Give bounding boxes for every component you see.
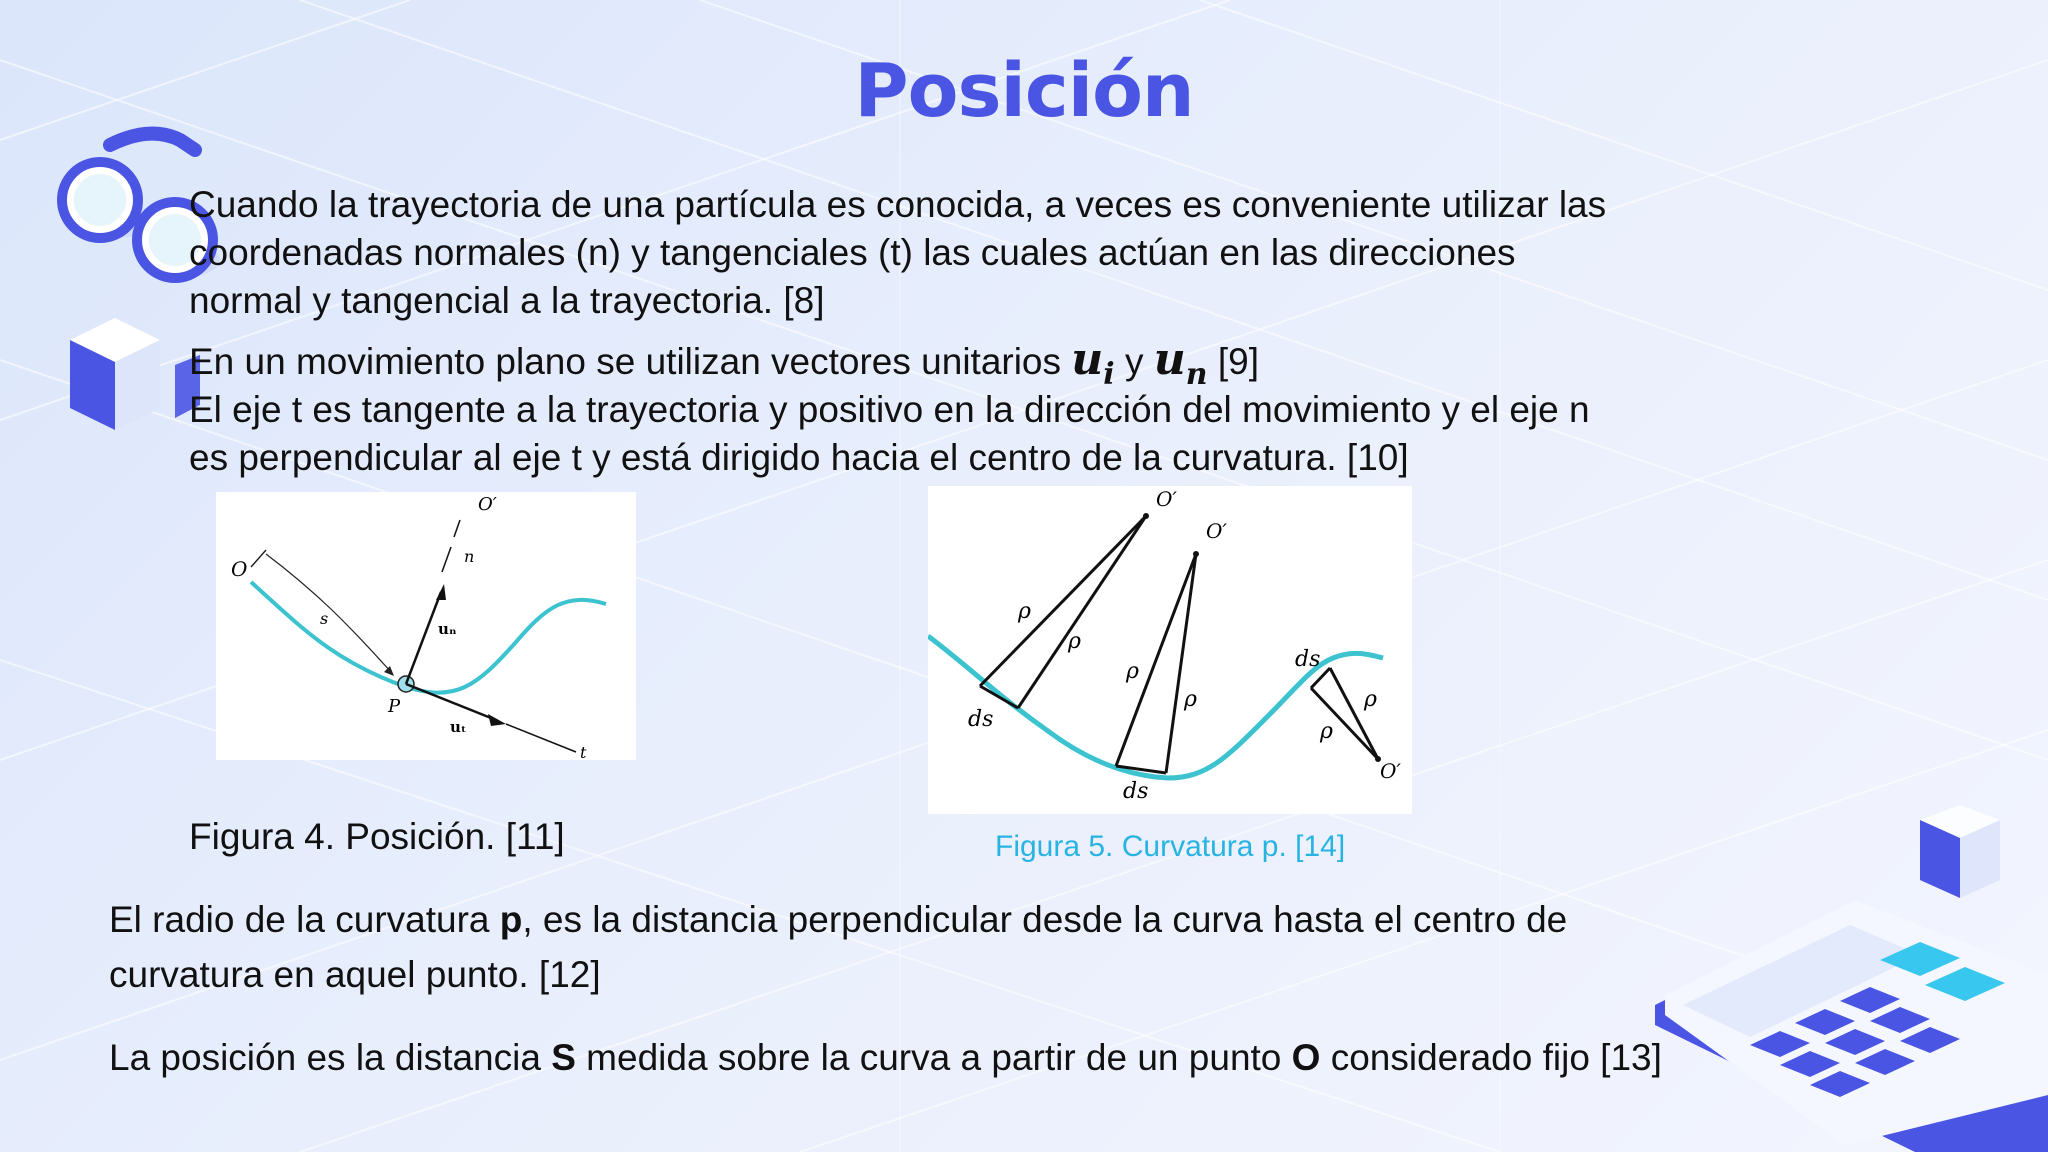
label-ds: ds — [968, 707, 994, 732]
label-O-prime-3: O′ — [1380, 759, 1401, 783]
figure-4-image — [216, 492, 636, 760]
cube-icon — [60, 310, 210, 440]
axes-paragraph: El eje t es tangente a la trayectoria y positivo en la dirección del movimiento y el eje n es perpendicular al eje t y está dirigido hacia el centro de la curvatura. [10] — [189, 389, 1590, 478]
label-rho: ρ — [1126, 659, 1139, 684]
radius-paragraph: El radio de la curvatura p, es la distancia perpendicular desde la curva hasta el centro de curvatura en aquel punto. [12] — [109, 899, 1568, 995]
o-symbol: O — [1291, 1037, 1321, 1078]
cube-icon — [1910, 800, 2020, 910]
calculator-icon — [1655, 895, 2048, 1152]
label-rho: ρ — [1184, 687, 1197, 712]
u-i-symbol: $u_i$ — [1071, 334, 1115, 392]
label-O-prime-1: O′ — [1156, 487, 1177, 511]
label-O-prime-2: O′ — [1206, 519, 1227, 543]
label-O-prime: O′ — [478, 494, 497, 515]
slide-title: Posición — [854, 48, 1194, 134]
label-s: s — [320, 609, 329, 628]
label-rho: ρ — [1364, 687, 1377, 712]
s-symbol: S — [551, 1037, 576, 1078]
label-ds: ds — [1123, 779, 1149, 804]
label-un: uₙ — [438, 620, 457, 638]
label-n: n — [464, 547, 475, 566]
label-rho: ρ — [1018, 599, 1031, 624]
intro-paragraph: Cuando la trayectoria de una partícula es conocida, a veces es conveniente utilizar las coordenadas normales (n) y tangenciales (t) las cuales actúan en las direcciones normal y tangencial a la trayectoria. [8] — [189, 184, 1607, 321]
label-ut: uₜ — [450, 718, 467, 736]
figure-4-caption: Figura 4. Posición. [11] — [189, 816, 565, 857]
unit-vectors-text: En un movimiento plano se utilizan vectores unitarios — [189, 341, 1072, 382]
position-paragraph: La posición es la distancia S medida sobre la curva a partir de un punto O considerado fijo [13] — [109, 1037, 1662, 1078]
label-t: t — [580, 743, 587, 760]
label-ds: ds — [1295, 647, 1321, 672]
label-rho: ρ — [1320, 719, 1333, 744]
unit-vectors-ref: [9] — [1207, 341, 1259, 382]
u-n-symbol: $u_n$ — [1153, 334, 1208, 392]
label-P: P — [388, 696, 401, 717]
figure-5-caption: Figura 5. Curvatura p. [14] — [995, 830, 1346, 863]
label-rho: ρ — [1068, 629, 1081, 654]
conjunction-y: y — [1114, 341, 1154, 382]
rho-symbol: p — [499, 899, 523, 940]
figure-5-image — [928, 486, 1412, 814]
label-O: O — [231, 557, 248, 581]
